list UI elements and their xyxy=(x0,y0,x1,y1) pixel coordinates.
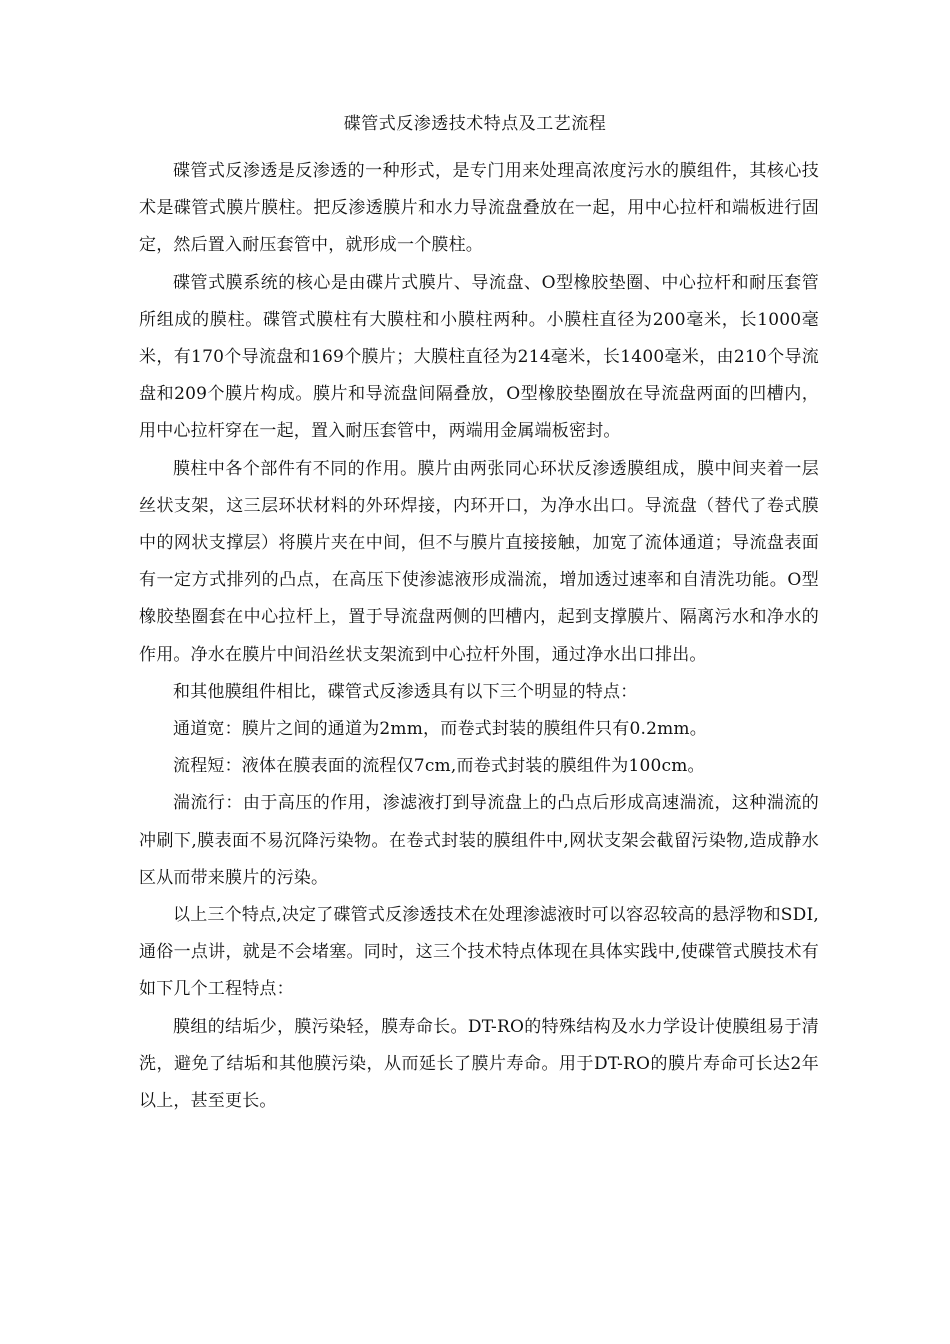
paragraph-engineering-intro: 以上三个特点,决定了碟管式反渗透技术在处理渗滤液时可以容忍较高的悬浮物和SDI,通俗一点讲，就是不会堵塞。同时，这三个技术特点体现在具体实践中,使碟管式膜技术有如下几个工程特点： xyxy=(139,905,819,1000)
paragraph-intro: 碟管式反渗透是反渗透的一种形式，是专门用来处理高浓度污水的膜组件，其核心技术是碟管式膜片膜柱。把反渗透膜片和水力导流盘叠放在一起，用中心拉杆和端板进行固定，然后置入耐压套管中，就形成一个膜柱。 xyxy=(139,161,819,256)
document-body xyxy=(139,153,819,1120)
paragraph-low-fouling: 膜组的结垢少，膜污染轻，膜寿命长。DT-RO的特殊结构及水力学设计使膜组易于清洗，避免了结垢和其他膜污染，从而延长了膜片寿命。用于DT-RO的膜片寿命可长达2年以上，甚至更长。 xyxy=(139,1016,819,1112)
paragraph-feature-wide-channel: 通道宽：膜片之间的通道为2mm，而卷式封装的膜组件只有0.2mm。 xyxy=(173,719,707,740)
paragraph-membrane-core: 碟管式膜系统的核心是由碟片式膜片、导流盘、O型橡胶垫圈、中心拉杆和耐压套管所组成的膜柱。碟管式膜柱有大膜柱和小膜柱两种。小膜柱直径为200毫米，长1000毫米，有170个导流盘和169个膜片；大膜柱直径为214毫米，长1400毫米，由210个导流盘和209个膜片构成。膜片和导流盘间隔叠放，O型橡胶垫圈放在导流盘两面的凹槽内，用中心拉杆穿在一起，置入耐压套管中，两端用金属端板密封。 xyxy=(139,272,819,442)
paragraph-features-intro: 和其他膜组件相比，碟管式反渗透具有以下三个明显的特点： xyxy=(173,681,638,702)
paragraph-feature-short-flow: 流程短：液体在膜表面的流程仅7cm,而卷式封装的膜组件为100cm。 xyxy=(173,756,705,777)
paragraph-component-roles: 膜柱中各个部件有不同的作用。膜片由两张同心环状反渗透膜组成，膜中间夹着一层丝状支架，这三层环状材料的外环焊接，内环开口，为净水出口。导流盘（替代了卷式膜中的网状支撑层）将膜片夹在中间，但不与膜片直接接触，加宽了流体通道；导流盘表面有一定方式排列的凸点，在高压下使渗滤液形成湍流，增加透过速率和自清洗功能。O型橡胶垫圈套在中心拉杆上，置于导流盘两侧的凹槽内，起到支撑膜片、隔离污水和净水的作用。净水在膜片中间沿丝状支架流到中心拉杆外围，通过净水出口排出。 xyxy=(139,458,819,665)
document-title: 碟管式反渗透技术特点及工艺流程 xyxy=(343,114,607,134)
paragraph-feature-turbulence: 湍流行：由于高压的作用，渗滤液打到导流盘上的凸点后形成高速湍流，这种湍流的冲刷下,膜表面不易沉降污染物。在卷式封装的膜组件中,网状支架会截留污染物,造成静水区从而带来膜片的污染。 xyxy=(139,793,819,888)
